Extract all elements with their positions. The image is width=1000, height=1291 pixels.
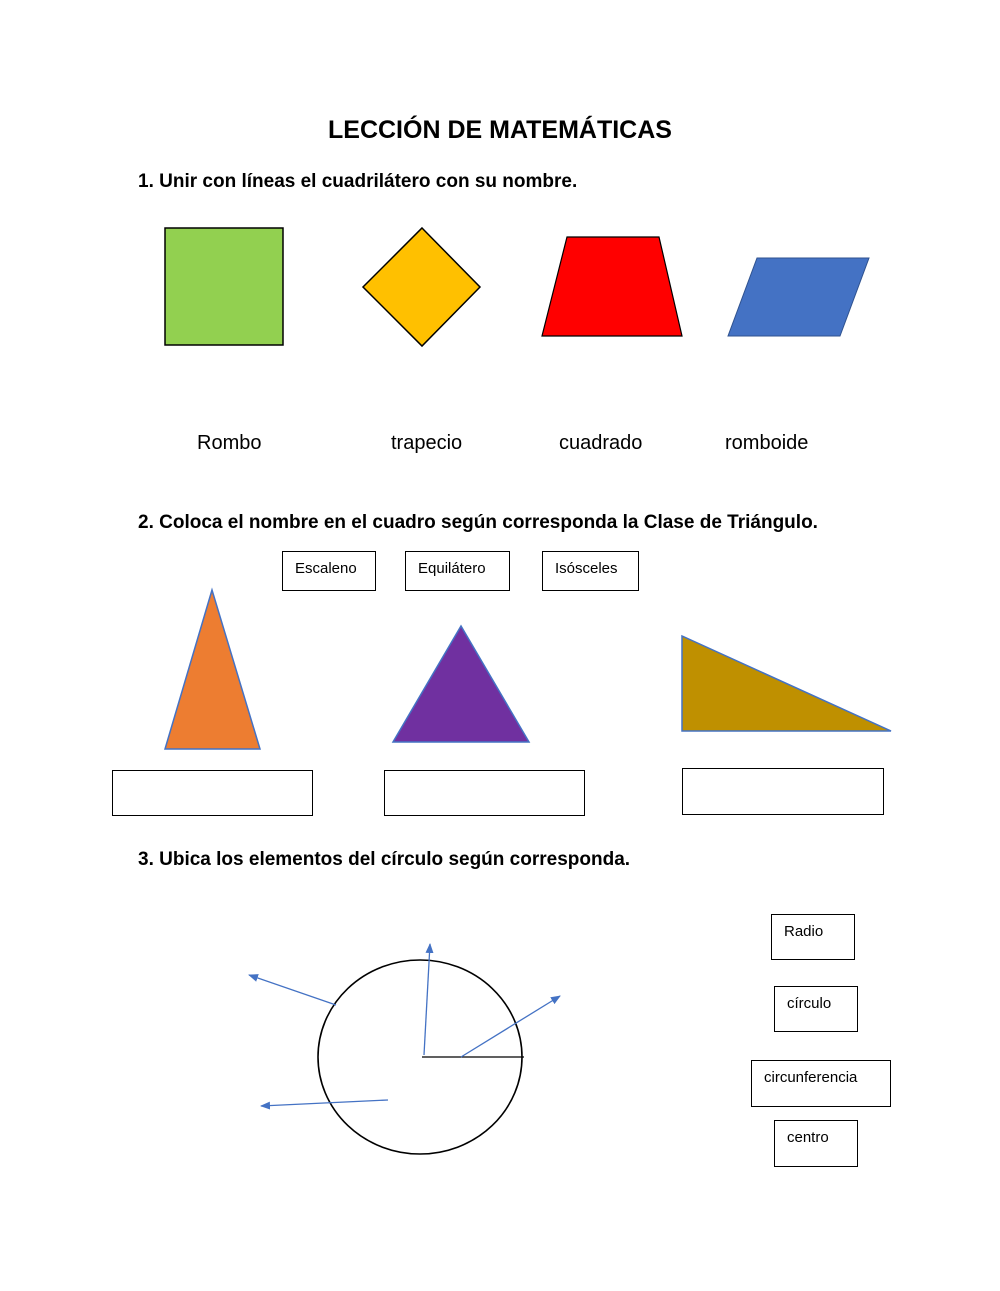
name-rombo: Rombo xyxy=(197,432,262,454)
name-cuadrado: cuadrado xyxy=(559,432,643,454)
word-equilatero[interactable]: Equilátero xyxy=(405,551,510,591)
answer-box-equilateral[interactable] xyxy=(384,770,585,816)
square-shape xyxy=(165,228,283,345)
label-radio[interactable]: Radio xyxy=(771,914,855,960)
isosceles-triangle xyxy=(165,590,260,749)
label-centro[interactable]: centro xyxy=(774,1120,858,1167)
answer-box-isosceles[interactable] xyxy=(112,770,313,816)
rhombus-shape xyxy=(363,228,480,346)
question-2: 2. Coloca el nombre en el cuadro según corresponda la Clase de Triángulo. xyxy=(138,512,818,533)
trapezoid-shape xyxy=(542,237,682,336)
question-3: 3. Ubica los elementos del círculo según corresponda. xyxy=(138,849,631,870)
label-circulo[interactable]: círculo xyxy=(774,986,858,1032)
name-trapecio: trapecio xyxy=(391,432,463,454)
word-escaleno[interactable]: Escaleno xyxy=(282,551,376,591)
equilateral-triangle xyxy=(393,626,529,742)
scalene-triangle xyxy=(682,636,891,731)
name-romboide: romboide xyxy=(725,432,809,454)
label-circunferencia[interactable]: circunferencia xyxy=(751,1060,891,1107)
parallelogram-shape xyxy=(728,258,869,336)
question-1: 1. Unir con líneas el cuadrilátero con su nombre. xyxy=(138,171,578,192)
arrow-radius xyxy=(461,996,560,1057)
arrow-circumference xyxy=(249,975,336,1005)
answer-box-scalene[interactable] xyxy=(682,768,884,815)
arrow-circle xyxy=(261,1100,388,1106)
word-isosceles[interactable]: Isósceles xyxy=(542,551,639,591)
page-title: LECCIÓN DE MATEMÁTICAS xyxy=(328,116,672,144)
